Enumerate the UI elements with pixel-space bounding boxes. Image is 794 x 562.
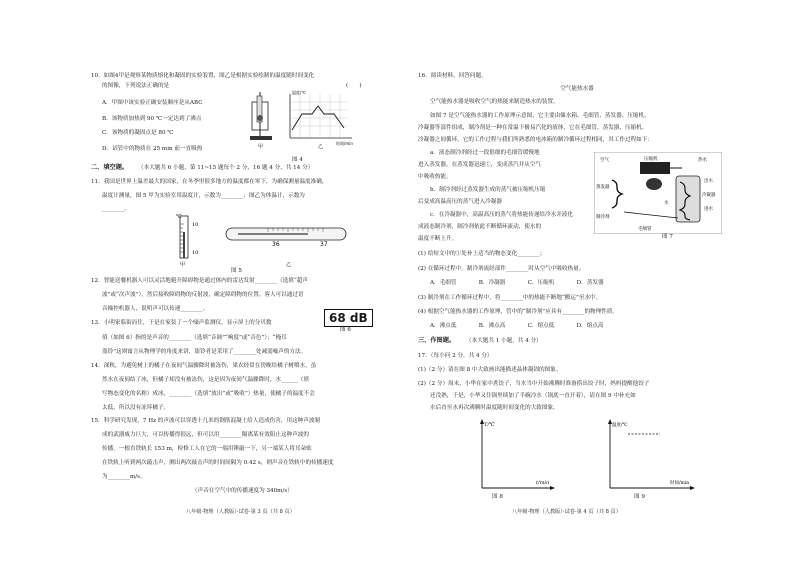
q14-line3: 写物态变化的名称）成冰，________（选填“放出”或“吸收”）热量，使橘子的温度不会 [102, 391, 315, 397]
fig5-caption: 图 5 [231, 268, 242, 274]
fig9-xlabel: 时间/min [670, 481, 690, 486]
fig5-clinical-thermometer [226, 228, 346, 248]
left-page-footer: 八年级·物理（人教版）·试卷·第 3 页（共 8 页） [186, 509, 295, 515]
figure-5 [158, 210, 358, 268]
q17-2-line2: 还没熟，于是，小华又往锅里续加了半碗冷水（锅底一直开着），请在图 9 中补充如 [430, 393, 636, 399]
fig4-ylabel: 温度/℃ [292, 90, 306, 95]
q15-line2: 成的武器威力巨大，可以传播得很远，但可以用________隔离某有效阻止这种声波的 [102, 432, 309, 438]
q15-line4: 在铁轨上听到两次敲击声，测出两次敲击声的时间间隔为 0.42 s，则声音在铁轨中的传播速度 [102, 460, 334, 466]
q15-line6: （声音在空气中的传播速度为 340m/s） [192, 488, 293, 494]
right-page-footer: 八年级·物理（人教版）·试卷·第 4 页（共 8 页） [512, 509, 621, 515]
article-pb-line2: 后变成高温高压的蒸气进入冷凝器 [418, 199, 502, 205]
fig6-caption: 图 6 [340, 327, 351, 333]
fig9-ylabel: 温度/℃ [612, 423, 628, 428]
article-p2-line2: 冷凝器等部件组成，制冷剂是一种在常温下极易汽化的液体，它在毛细管、蒸发器、压缩机、 [418, 125, 648, 131]
q17-2-line3: 水后直至水再次沸腾时温度随时间变化的大致图象。 [430, 405, 559, 411]
q10-option-a: A．甲图中该实验正确安装顺序是从ABC [102, 100, 203, 106]
fig4-label-jia: 甲 [258, 144, 264, 150]
section3-note: （本大题共 1 小题，共 4 分） [466, 338, 542, 344]
figure-9 [598, 418, 696, 494]
fig7-tank [676, 176, 700, 222]
q16-1: (1) 给短文中的①处补上适当的物态变化________； [418, 251, 546, 257]
fig7-label-capillary: 毛细管 [638, 227, 652, 232]
q16-line1: 16．阅读材料，回答问题。 [418, 73, 487, 79]
fig6-db-display: 68 dB [324, 309, 373, 327]
q16-4: (4) 根据空气能热水器的工作原理，管中的“制冷剂”应具有________的物理性质。 [418, 309, 619, 315]
fig4-graph [290, 94, 352, 138]
fig7-label-in: 进水 [704, 207, 713, 212]
article-pa-line3: 中吸收热能。 [418, 174, 452, 180]
q10-line2: 的图像，下列说法正确的是 [102, 83, 170, 89]
fig7-fan [646, 178, 662, 190]
q16-2: (2) 在循环过程中，制冷剂流经部件________时从空气中吸收热量。 [418, 266, 585, 272]
fig4-apparatus [250, 92, 272, 140]
left-page [88, 0, 408, 562]
fig4-caption: 图 4 [292, 157, 303, 163]
fig5-tick-10-top: 10 [192, 222, 199, 228]
q14-line4: 太低，所以没有冻坏橘子。 [102, 405, 170, 411]
article-pa-line1: a．液态制冷剂经过一段很细的毛细管缓慢地 [430, 150, 540, 156]
fig5-label-jia: 甲 [180, 262, 186, 268]
article-p2-line1: 如图 7 是空气能热水器的工作原理示意图，它主要由储水箱、毛细管、蒸发器、压缩机、 [430, 113, 650, 119]
q17-1: (1)（2 分）请在图 8 中大致画出能描述晶体凝固的图象。 [418, 367, 562, 373]
fig9-caption: 图 9 [634, 494, 645, 500]
q10-bracket: ( ) [346, 83, 362, 89]
article-pb-line1: b．制冷剂经过蒸发器生成的蒸气被压缩机压缩 [430, 187, 546, 193]
fig7-label-evaporator: 蒸发器 [596, 185, 610, 190]
fig7-label-out: 出水 [704, 179, 713, 184]
q15-line1: 15．科学研究发现，7 Hz 的声波可以穿透十几米的钢筋混凝土给人造成伤害，用这种声波制 [91, 418, 321, 424]
q16-2-options: A．毛细管 B．冷凝器 C．压缩机 D．蒸发器 [430, 280, 604, 286]
article-pc-line1: c．在冷凝器中，高温高压的蒸气将热能传递给冷水并液化 [430, 212, 573, 218]
q12-line3: 音操控机器人，说明声可以传递________。 [102, 306, 209, 312]
fig8-ylabel: T/℃ [484, 422, 495, 428]
q11-line2: 温度计测量，图 5 甲为实验室用温度计，示数为________；图乙为体温计，示数为 [102, 193, 305, 199]
q15-line5: 为________m/s。 [102, 474, 146, 480]
q10-option-b: B．该物质加热到 90 ℃一定达到了沸点 [102, 116, 202, 122]
fig7-label-compressor: 压缩机 [644, 157, 658, 162]
fig7-evaporator-coil [612, 180, 622, 208]
fig8-xlabel: t/min [536, 480, 550, 486]
q17-title: 17．（每小问 2 分，共 4 分） [418, 353, 493, 359]
fig7-label-hotwater: 热水 [698, 158, 707, 163]
fig7-label-air: 空气 [600, 158, 609, 163]
figure-7 [594, 152, 722, 234]
figure-4 [248, 88, 358, 156]
q17-2-line1: (2)（2 分）周末，小华在家中煮饺子，当水当中开始沸腾时准备捞出饺子时，妈妈提醒他饺子 [418, 381, 650, 387]
article-pc-line3: 温度不断上升。 [418, 236, 458, 242]
q13-line2: 值（如图 6）指的是声音的________（选填“音调”“响度”或“音色”）；“掩耳 [102, 335, 287, 341]
right-page [412, 0, 742, 562]
q12-line1: 12．智能送餐机器人可以灵活地避开障碍物是通过体内的雷达发射________（选填“超声 [91, 278, 308, 284]
q12-line2: 波”或“次声波”），然后接收障碍物的反射波，确定障碍物的位置。客人可以通过语 [102, 292, 304, 298]
fig7-label-water: 水 [664, 201, 669, 206]
q13-line1: 13．小明家临街而住，于是在家装了一个噪声监测仪，显示屏上的分贝数 [91, 320, 272, 326]
q14-line2: 然水在夜间结了冰，但橘子却没有被冻伤，这是因为夜间气温骤降时，水______（填 [102, 377, 309, 383]
section2-note: （本大题共 6 小题，第 11~15 题每个 2 分，16 题 4 分，共 14 分） [138, 165, 314, 171]
fig5-tick-36: 36 [272, 241, 280, 248]
article-p1: 空气能热水器是吸收空气的热能来制造热水的装置。 [430, 99, 559, 105]
fig7-label-coolant: 制冷剂 [596, 215, 610, 220]
q11-line1: 11．我国是世界上温差最大的国家，在冬季里很多地方的温度都在零下，为确保测量温度准确， [91, 179, 328, 185]
fig5-lab-thermometer [180, 216, 188, 258]
q11-line3: ________。 [102, 206, 130, 212]
fig5-unit: ℃ [176, 214, 182, 220]
section2-title: 二、填空题。 [91, 164, 129, 171]
fig7-compressor [640, 162, 670, 174]
q10-line1: 10．如图4甲是观察某物质熔化和凝固的实验装置，图乙是根据实验绘制的温度随时间变化 [91, 73, 315, 79]
fig4-label-yi: 乙 [318, 144, 324, 150]
article-pa-line2: 进入蒸发器，在蒸发器迅速①，变成蒸汽并从空气 [418, 162, 542, 168]
q10-option-c: C．该物质的凝固点是 80 ℃ [102, 130, 174, 136]
fig4-xlabel: 时间/min [336, 141, 353, 146]
q16-article-title: 空气能热水器 [560, 86, 594, 92]
fig5-tick-37: 37 [320, 241, 328, 248]
q15-line3: 传播。一根直铁轨长 153 m，检修工人在它的一端用锤敲一下，另一端某人将耳朵贴 [102, 446, 312, 452]
fig7-label-condenser: 冷凝器 [702, 193, 716, 198]
q14-line1: 14．深秋，为避免树上的橘子在夜间气温骤降时被冻伤，果农经常在傍晚给橘子树喷水，虽 [91, 363, 317, 369]
section3-title: 三、作图题。 [418, 337, 456, 344]
q16-4-options: A．沸点低 B．沸点高 C．熔点低 D．熔点高 [430, 323, 604, 329]
q16-3: (3) 制冷剂在工作循环过程中，将________中的热能不断地“搬运”至水中。 [418, 295, 602, 301]
article-p2-line3: 冷凝器之间循环，它的工作过程与我们所熟悉的电冰箱的制冷循环过程相同，其工作过程如下： [418, 137, 653, 143]
article-pc-line2: 成液态制冷剂，制冷剂依此不断循环流动，使水的 [418, 224, 542, 230]
fig8-caption: 图 8 [492, 494, 503, 500]
q13-line3: 盗铃”这则寓言从物理学的角度来讲，盗铃者是采用了________处减弱噪声的方法。 [102, 349, 307, 355]
figure-8 [470, 418, 556, 494]
fig7-caption: 图 7 [662, 234, 673, 240]
fig5-label-yi: 乙 [286, 262, 292, 268]
q10-option-d: D．试管中的物质在 25 min 前一直吸热 [102, 146, 203, 152]
fig5-tick-10-bottom: 10 [192, 250, 199, 256]
